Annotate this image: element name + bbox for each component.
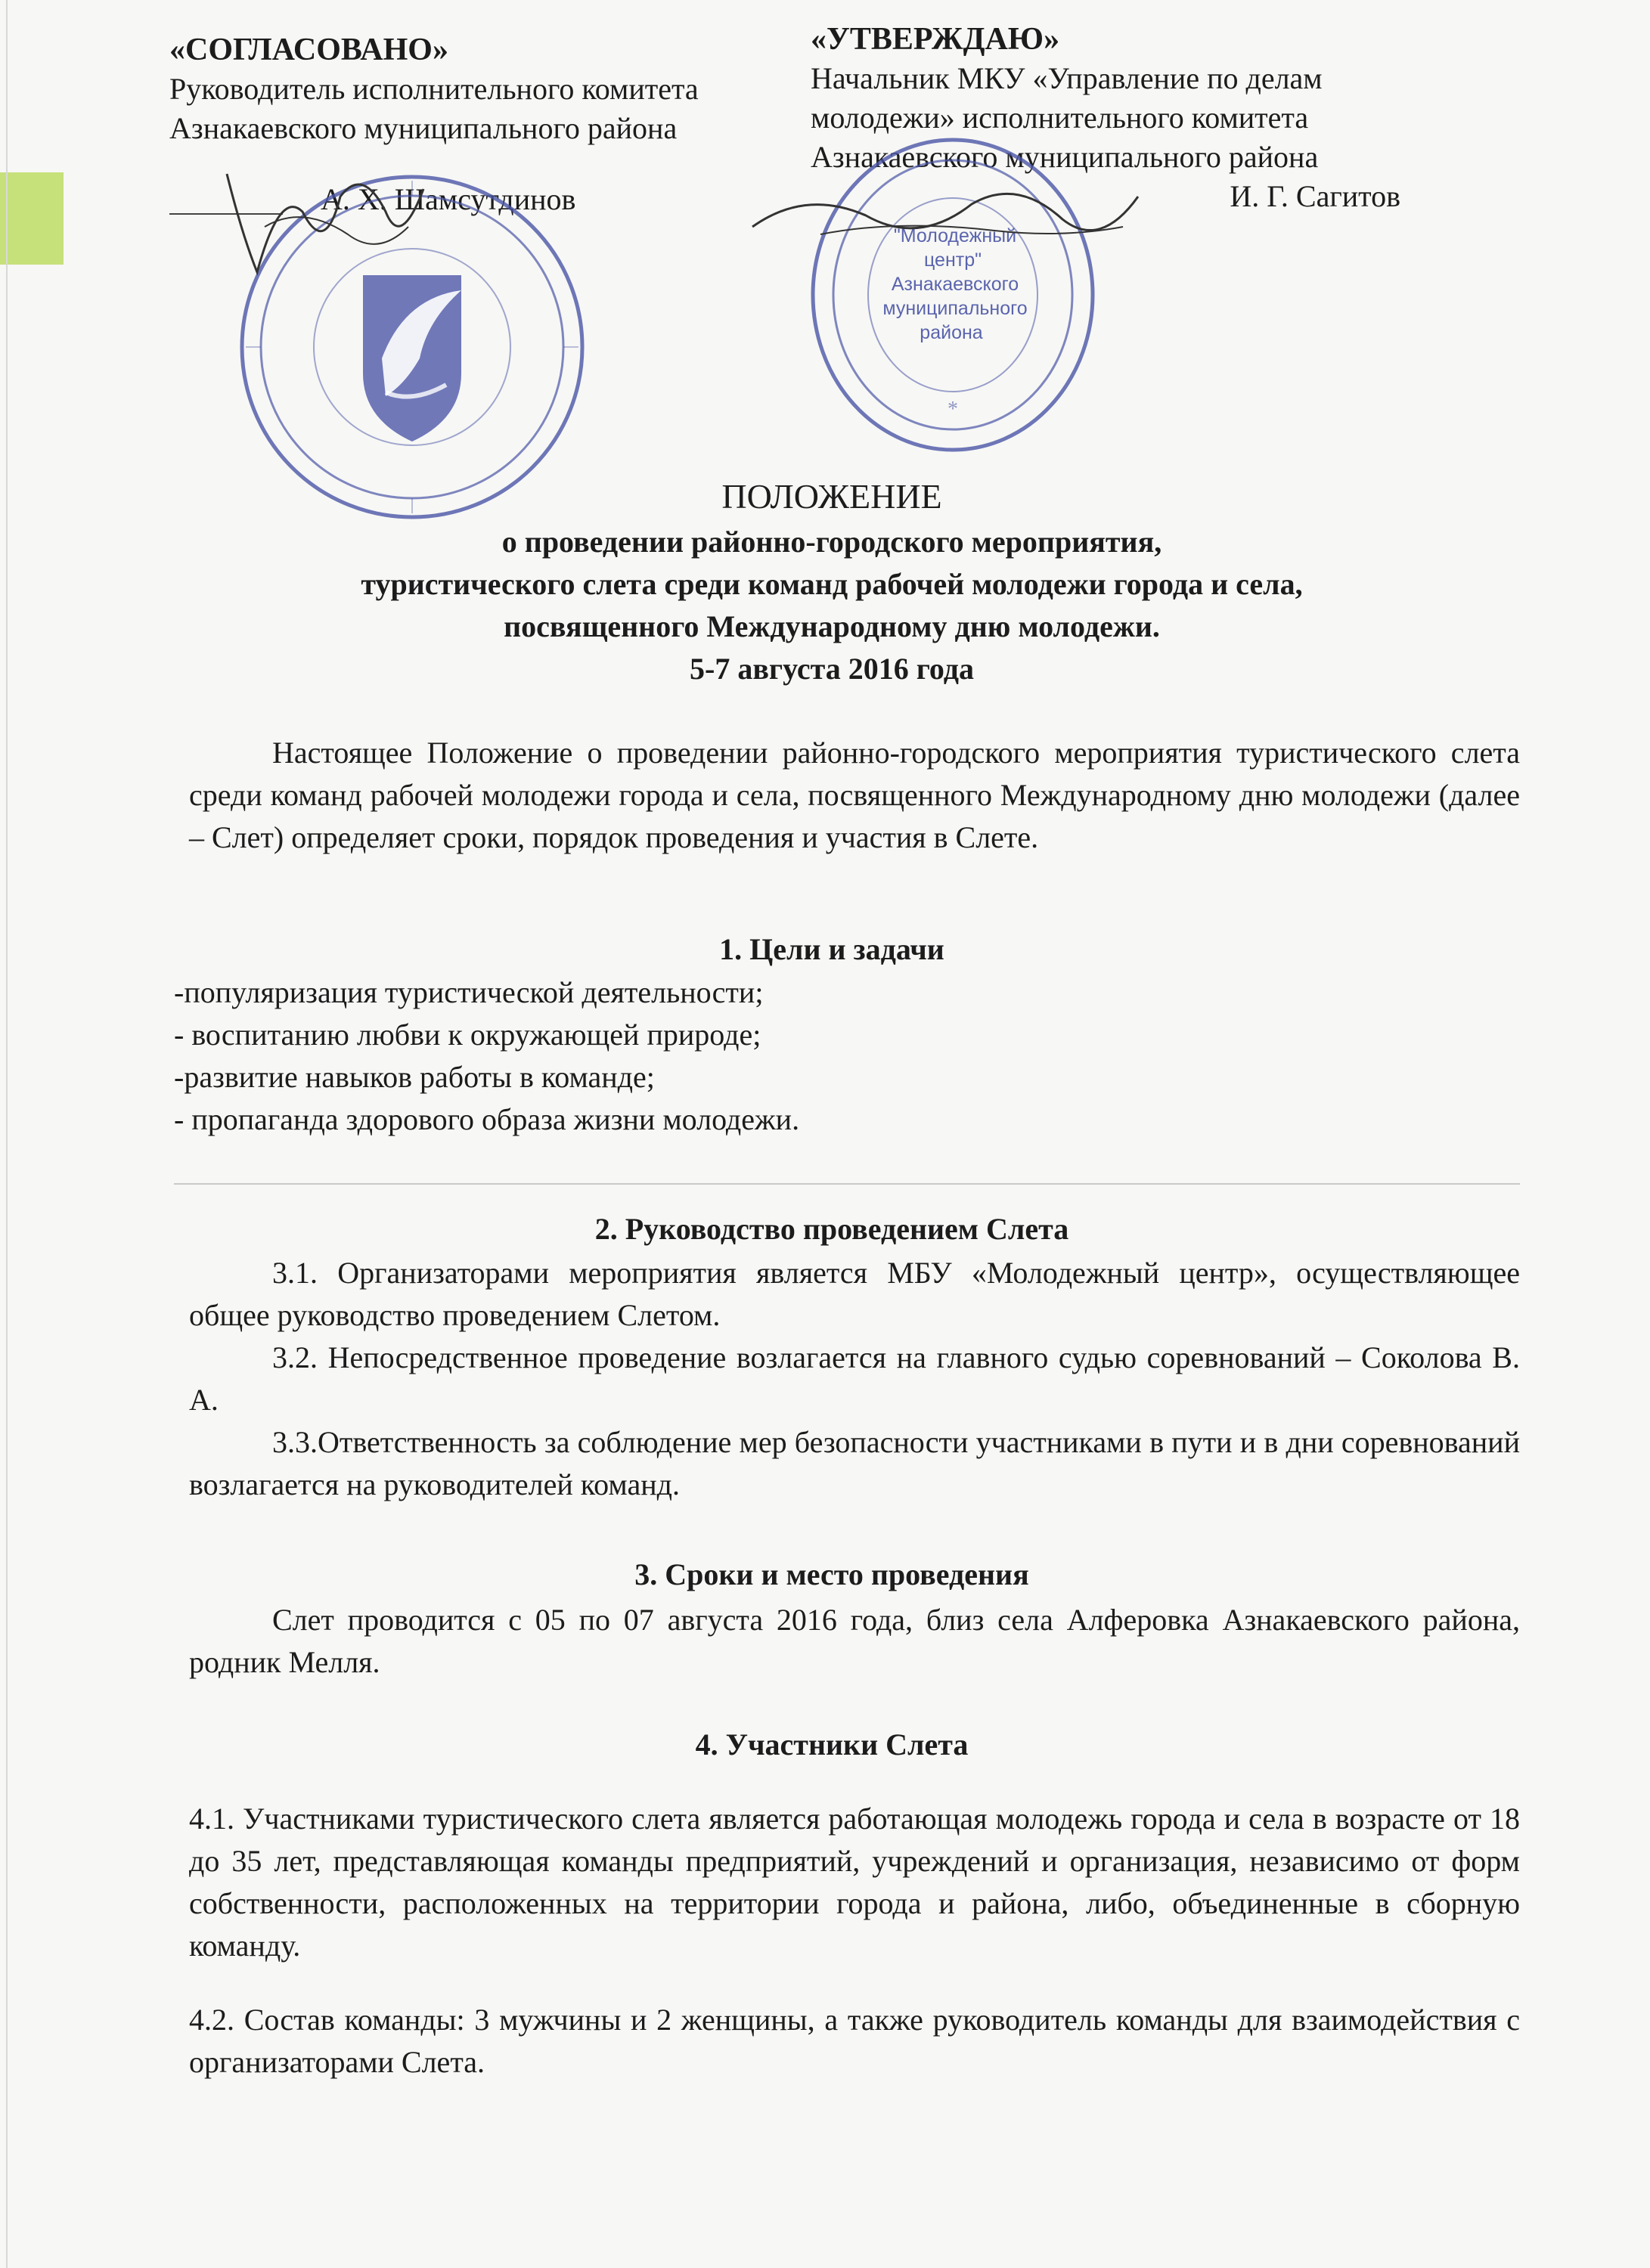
stamp-right-text-5: района: [920, 322, 983, 343]
section4-p1: 4.1. Участниками туристического слета является работающая молодежь города и села в возрасте от 18 до 35 лет, представляющая команды предприятий, учреждений и организация, независимо от форм собственности, расположенных на территории города и района, либо, объединенные в сборную команду.: [189, 1802, 1520, 1963]
list-item: -развитие навыков работы в команде;: [174, 1060, 655, 1094]
intro-paragraph: [189, 732, 1520, 859]
document-title: [136, 472, 1527, 690]
title-line4: 5-7 августа 2016 года: [690, 652, 974, 686]
section2-p2: 3.2. Непосредственное проведение возлагается на главного судью соревнований – Соколова В. А.: [189, 1340, 1520, 1417]
section4-p2: 4.2. Состав команды: 3 мужчины и 2 женщины, а также руководитель команды для взаимодействия с организаторами Слета.: [189, 2003, 1520, 2079]
approval-left-line1: Руководитель исполнительного комитета: [169, 72, 699, 106]
section3-heading: 3. Сроки и место проведения: [634, 1557, 1029, 1591]
svg-text:*: *: [948, 398, 958, 421]
approval-left-heading: «СОГЛАСОВАНО»: [169, 33, 448, 67]
section1-list: [174, 971, 1520, 1141]
approval-left-signer: А. Х. Шамсутдинов: [321, 182, 576, 216]
intro-text: Настоящее Положение о проведении районно-городского мероприятия туристического слета среди команд рабочей молодежи города и села, посвященного Международному дню молодежи (далее – Слет) определяет сроки, порядок проведения и участия в Слете.: [189, 736, 1520, 854]
section4-body: [189, 1798, 1520, 2084]
approval-left-line2: Азнакаевского муниципального района: [169, 111, 678, 145]
list-item: -популяризация туристической деятельности;: [174, 975, 764, 1009]
title-line3: посвященного Международному дню молодежи.: [504, 609, 1160, 643]
scan-artifact-line: [174, 1183, 1520, 1185]
list-item: - пропаганда здорового образа жизни молодежи.: [174, 1102, 800, 1136]
section1-heading: 1. Цели и задачи: [719, 932, 944, 966]
signature-right: [745, 174, 1146, 257]
stamp-right-text-4: муниципального: [882, 298, 1028, 319]
approval-right-line2: молодежи» исполнительного комитета: [811, 101, 1309, 135]
approval-right-signer: И. Г. Сагитов: [1230, 179, 1400, 213]
approval-right-line1: Начальник МКУ «Управление по делам: [811, 61, 1323, 95]
stamp-right-text-1: "Молодежный: [893, 225, 1017, 246]
title-line1: о проведении районно-городского мероприятия,: [501, 525, 1162, 559]
section4-heading: 4. Участники Слета: [695, 1727, 969, 1761]
section2-heading: 2. Руководство проведением Слета: [594, 1212, 1069, 1246]
section2-body: [189, 1252, 1520, 1506]
green-tab: [0, 172, 64, 265]
section2-p3: 3.3.Ответственность за соблюдение мер безопасности участниками в пути и в дни соревнований возлагается на руководителей команд.: [189, 1425, 1520, 1501]
section3-p1: Слет проводится с 05 по 07 августа 2016 года, близ села Алферовка Азнакаевского района, родник Мелля.: [189, 1603, 1520, 1679]
list-item: - воспитанию любви к окружающей природе;: [174, 1018, 761, 1052]
section3-body: [189, 1599, 1520, 1684]
title-line2: туристического слета среди команд рабочей молодежи города и села,: [361, 567, 1303, 601]
section2-p1: 3.1. Организаторами мероприятия является МБУ «Молодежный центр», осуществляющее общее руководство проведением Слетом.: [189, 1256, 1520, 1332]
stamp-right-text-2: центр": [924, 249, 982, 271]
approval-right-heading: «УТВЕРЖДАЮ»: [811, 22, 1060, 57]
scan-edge-line: [6, 0, 8, 2268]
stamp-right-text-3: Азнакаевского: [891, 274, 1019, 295]
title-main: ПОЛОЖЕНИЕ: [721, 477, 942, 516]
approval-right-line3: Азнакаевского муниципального района: [811, 140, 1319, 174]
signature-left: [212, 144, 439, 295]
